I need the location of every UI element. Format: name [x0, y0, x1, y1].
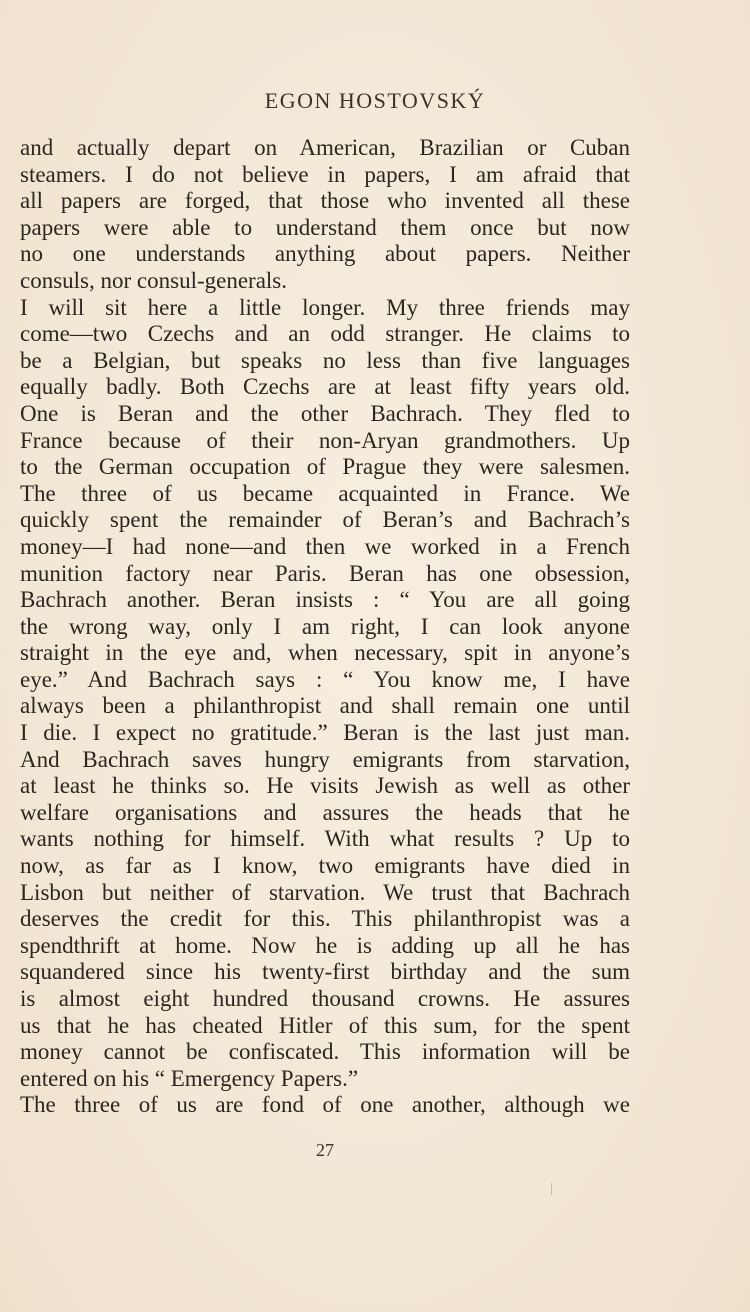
text-line: and actually depart on American, Brazilian or Cuban — [20, 135, 630, 160]
text-line: consuls, nor consul-generals. — [20, 267, 287, 293]
text-line: One is Beran and the other Bachrach. They fled to — [20, 400, 630, 426]
text-line: And Bachrach saves hungry emigrants from starvation, — [20, 746, 630, 772]
text-line: at least he thinks so. He visits Jewish as well as other — [20, 773, 630, 799]
paper-mark — [551, 1183, 552, 1195]
text-line: all papers are forged, that those who invented all these — [20, 188, 630, 214]
running-head: EGON HOSTOVSKÝ — [264, 88, 486, 113]
text-line: wants nothing for himself. With what results ? Up to — [20, 826, 630, 852]
text-line: is almost eight hundred thousand crowns. He assures — [20, 986, 630, 1011]
text-line: entered on his “ Emergency Papers.” — [20, 1065, 359, 1091]
text-line: The three of us became acquainted in France. We — [20, 480, 630, 506]
text-line: straight in the eye and, when necessary, spit in anyone’s — [20, 640, 630, 666]
text-line: eye.” And Bachrach says : “ You know me, I have — [20, 666, 630, 692]
text-line: money—I had none—and then we worked in a French — [20, 533, 630, 559]
text-line: steamers. I do not believe in papers, I am afraid that — [20, 161, 630, 187]
text-line: come—two Czechs and an odd stranger. He claims to — [20, 321, 630, 347]
text-line: deserves the credit for this. This philanthropist was a — [20, 906, 630, 932]
text-line: the wrong way, only I am right, I can look anyone — [20, 613, 630, 639]
text-line: welfare organisations and assures the heads that he — [20, 799, 630, 825]
text-line: I will sit here a little longer. My three friends may — [20, 294, 630, 320]
body-text — [20, 135, 630, 1119]
text-line: Lisbon but neither of starvation. We trust that Bachrach — [20, 879, 630, 905]
text-line: no one understands anything about papers. Neither — [20, 241, 630, 267]
text-line: The three of us are fond of one another, although we — [20, 1092, 630, 1118]
page-number: 27 — [316, 1140, 334, 1160]
text-line: France because of their non-Aryan grandmothers. Up — [20, 427, 630, 453]
text-line: to the German occupation of Prague they were salesmen. — [20, 454, 630, 480]
text-line: squandered since his twenty-first birthday and the sum — [20, 959, 630, 985]
text-line: money cannot be confiscated. This information will be — [20, 1039, 630, 1065]
text-line: Bachrach another. Beran insists : “ You are all going — [20, 587, 630, 613]
text-line: be a Belgian, but speaks no less than five languages — [20, 347, 630, 373]
text-line: spendthrift at home. Now he is adding up all he has — [20, 932, 630, 958]
text-line: papers were able to understand them once but now — [20, 214, 630, 240]
text-line: always been a philanthropist and shall remain one until — [20, 693, 630, 719]
text-line: munition factory near Paris. Beran has one obsession, — [20, 560, 630, 586]
text-line: equally badly. Both Czechs are at least fifty years old. — [20, 374, 630, 400]
text-line: us that he has cheated Hitler of this sum, for the spent — [20, 1012, 630, 1038]
text-line: now, as far as I know, two emigrants have died in — [20, 853, 630, 879]
text-line: I die. I expect no gratitude.” Beran is the last just man. — [20, 720, 630, 746]
text-line: quickly spent the remainder of Beran’s and Bachrach’s — [20, 507, 630, 533]
